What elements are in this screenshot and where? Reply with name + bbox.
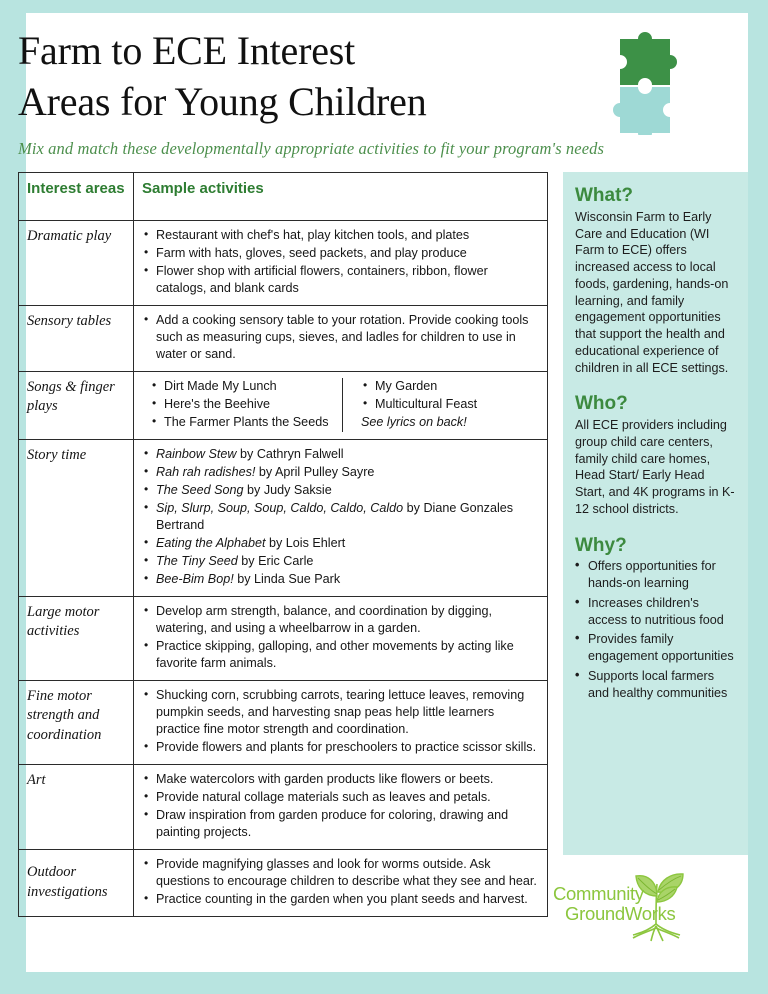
sidebar-why-list (575, 558, 738, 701)
list-item: • The Farmer Plants the Seeds (150, 414, 336, 431)
list-item: • Add a cooking sensory table to your rotation. Provide cooking tools such as measuring cups, sieves, and ladles for children to use in water or sand. (142, 312, 539, 363)
list-item: • Multicultural Feast (361, 396, 539, 413)
list-item (142, 535, 539, 552)
sidebar-body-what: Wisconsin Farm to Early Care and Education (WI Farm to ECE) offers increased access to local foods, gardening, hands-on learning, and family engagement opportunities that support the health and educational experience of children in all ECE settings. (575, 209, 729, 375)
list-item: • Provide flowers and plants for preschoolers to practice scissor skills. (142, 739, 539, 756)
row-content (134, 372, 548, 440)
row-label: Fine motor strength and coordination (19, 681, 134, 765)
list-item: • Draw inspiration from garden produce for coloring, drawing and painting projects. (142, 807, 539, 841)
page-subtitle: Mix and match these developmentally appropriate activities to fit your program's needs (18, 139, 605, 159)
list-item (142, 553, 539, 570)
list-item: • My Garden (361, 378, 539, 395)
book-author: by Cathryn Falwell (236, 447, 344, 461)
book-author: by Linda Sue Park (233, 572, 341, 586)
column-header-sample-activities: Sample activities (134, 173, 548, 221)
list-item: • Restaurant with chef's hat, play kitchen tools, and plates (142, 227, 539, 244)
table-row (19, 681, 548, 765)
list-item: • Shucking corn, scrubbing carrots, tearing lettuce leaves, removing pumpkin seeds, and harvesting snap peas help little learners practice fine motor strength and coordination. (142, 687, 539, 738)
book-author: by Eric Carle (237, 554, 314, 568)
list-item: • Supports local farmers and healthy communities (575, 668, 738, 701)
list-item: • Practice skipping, galloping, and other movements by acting like favorite farm animals. (142, 638, 539, 672)
row-label: Art (19, 765, 134, 850)
table-row (19, 372, 548, 440)
book-author: by April Pulley Sayre (255, 465, 375, 479)
songs-right-column (342, 378, 539, 432)
book-title: Eating the Alphabet (156, 536, 266, 550)
list-item (142, 500, 539, 534)
row-content (134, 306, 548, 372)
table-row (19, 440, 548, 597)
sidebar-body-who: All ECE providers including group child care centers, family child care homes, Head Start/ Early Head Start, and 4K programs in K-12 school districts. (575, 418, 735, 516)
book-title: The Tiny Seed (156, 554, 238, 568)
column-header-interest-areas: Interest areas (19, 173, 134, 221)
page-title-line2: Areas for Young Children (18, 79, 427, 125)
sidebar-heading-what: What? (575, 185, 634, 206)
book-title: Rainbow Stew (156, 447, 237, 461)
list-item: • Dirt Made My Lunch (150, 378, 336, 395)
row-content (134, 681, 548, 765)
list-item: • Provides family engagement opportunities (575, 631, 738, 664)
list-item: • Increases children's access to nutritious food (575, 595, 738, 628)
book-author: by Lois Ehlert (265, 536, 346, 550)
book-title: Sip, Slurp, Soup, Soup, Caldo, Caldo, Caldo (156, 501, 404, 515)
songs-left-column (142, 378, 342, 432)
list-item: • Farm with hats, gloves, seed packets, and play produce (142, 245, 539, 262)
table-row (19, 306, 548, 372)
list-item (142, 571, 539, 588)
table-row (19, 765, 548, 850)
book-author: by Diane Gonzales Bertrand (156, 501, 514, 532)
row-label: Sensory tables (19, 306, 134, 372)
logo-line-2: GroundWorks (565, 902, 676, 924)
book-title: Bee-Bim Bop! (156, 572, 234, 586)
row-label: Dramatic play (19, 221, 134, 306)
list-item: • Offers opportunities for hands-on learning (575, 558, 738, 591)
list-item: • Practice counting in the garden when you plant seeds and harvest. (142, 891, 539, 908)
page-title (18, 25, 578, 127)
sidebar-heading-who: Who? (575, 393, 628, 415)
logo-wordmark (553, 884, 675, 924)
page-title-line1: Farm to ECE Interest (18, 28, 356, 73)
table-header-row (19, 173, 548, 221)
row-label: Outdoor investigations (19, 850, 134, 917)
logo-line-1: Community (553, 883, 644, 904)
list-item: • Make watercolors with garden products like flowers or beets. (142, 771, 539, 788)
row-content (134, 850, 548, 917)
list-item: • Here's the Beehive (150, 396, 336, 413)
book-title: Rah rah radishes! (156, 465, 256, 479)
book-author: by Judy Saksie (243, 483, 332, 497)
community-groundworks-logo (553, 862, 728, 942)
list-item: • Flower shop with artificial flowers, containers, ribbon, flower catalogs, and blank cards (142, 263, 539, 297)
list-item (142, 464, 539, 481)
row-content (134, 440, 548, 597)
row-label: Large motor activities (19, 597, 134, 681)
list-item (142, 446, 539, 463)
list-item (142, 482, 539, 499)
table-row (19, 850, 548, 917)
list-item: • Provide natural collage materials such as leaves and petals. (142, 789, 539, 806)
songs-note: See lyrics on back! (361, 415, 467, 429)
table-row (19, 597, 548, 681)
info-sidebar (563, 172, 748, 855)
list-item: • Provide magnifying glasses and look for worms outside. Ask questions to encourage children to describe what they see and hear. (142, 856, 539, 890)
table-row (19, 221, 548, 306)
row-content (134, 597, 548, 681)
row-label: Story time (19, 440, 134, 597)
row-content (134, 765, 548, 850)
book-title: The Seed Song (156, 483, 244, 497)
interest-areas-table (18, 172, 548, 917)
sidebar-heading-why: Why? (575, 534, 627, 556)
row-content (134, 221, 548, 306)
row-label: Songs & finger plays (19, 372, 134, 440)
list-item: • Develop arm strength, balance, and coordination by digging, watering, and using a wheelbarrow in a garden. (142, 603, 539, 637)
book-list (142, 446, 539, 588)
puzzle-pieces-icon (598, 25, 698, 135)
